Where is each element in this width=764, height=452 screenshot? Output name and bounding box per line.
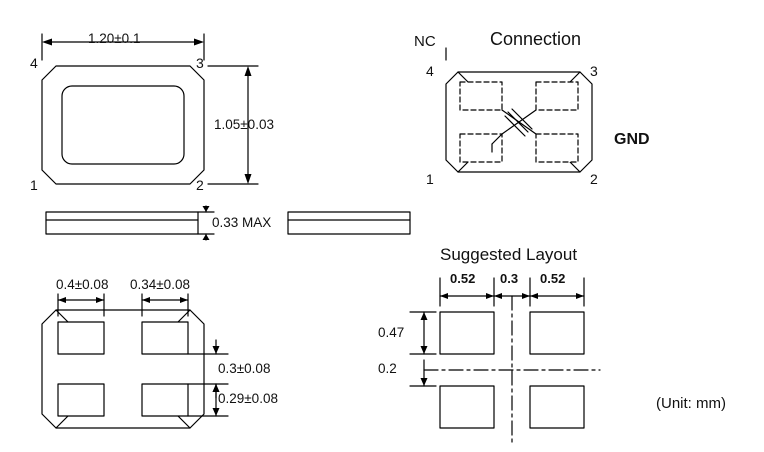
side-view-thickness-label: 0.33 MAX xyxy=(212,215,272,230)
connection-pin-4: 4 xyxy=(426,63,434,79)
side-view-right xyxy=(288,212,410,234)
bottom-view-pad-right-label: 0.34±0.08 xyxy=(130,277,190,292)
bottom-view-pad-left-label: 0.4±0.08 xyxy=(56,277,109,292)
layout-pad-width-left-label: 0.52 xyxy=(450,271,476,286)
layout-gap-height-label: 0.2 xyxy=(378,361,397,376)
top-view-height-label: 1.05±0.03 xyxy=(214,117,274,132)
nc-label: NC xyxy=(414,33,436,50)
top-view-pin-3: 3 xyxy=(196,55,204,71)
connection-title: Connection xyxy=(490,29,582,49)
top-view-pin-2: 2 xyxy=(196,177,204,193)
unit-note: (Unit: mm) xyxy=(656,395,726,412)
connection-pin-1: 1 xyxy=(426,171,434,187)
connection-pin-2: 2 xyxy=(590,171,598,187)
top-view-pin-1: 1 xyxy=(30,177,38,193)
gnd-label: GND xyxy=(614,131,650,148)
layout-view-left-dimensions xyxy=(410,312,436,386)
layout-gap-width-label: 0.3 xyxy=(500,271,519,286)
connection-pin-3: 3 xyxy=(590,63,598,79)
layout-pad-width-right-label: 0.52 xyxy=(540,271,566,286)
side-view-left xyxy=(46,212,198,234)
bottom-view-pad-height-label: 0.29±0.08 xyxy=(218,391,278,406)
bottom-view-body xyxy=(42,310,204,428)
top-view-body xyxy=(42,66,204,184)
top-view-pin-4: 4 xyxy=(30,55,38,71)
suggested-layout-title: Suggested Layout xyxy=(440,245,578,264)
layout-pad-height-label: 0.47 xyxy=(378,325,405,340)
top-view-width-label: 1.20±0.1 xyxy=(88,31,141,46)
bottom-view-gap-label: 0.3±0.08 xyxy=(218,361,271,376)
